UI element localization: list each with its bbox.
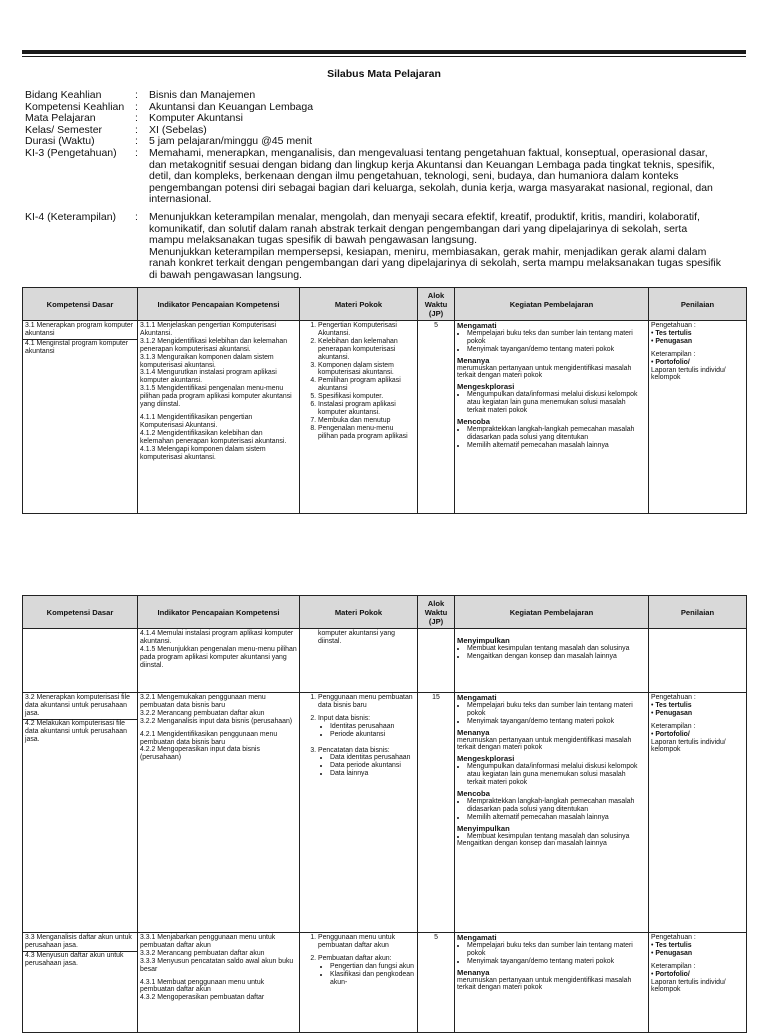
materi-cell: 1. Pengertian Komputerisasi Akuntansi. 2. Kelebihan dan kelemahan penerapan komputerisasi akuntansi. 3. Komponen dalam sistem komputerisasi akuntansi. 4. Pemilihan program aplikasi akuntansi 5. Spesifikasi komputer. 6. Instalasi program aplikasi komputer akuntansi. 7. Membuka dan menutup 8. Pengenalan menu-menu pilihan pada program aplikasi: [300, 321, 418, 514]
header-kegiatan: Kegiatan Pembelajaran: [455, 288, 649, 321]
kegiatan-cell: Menyimpulkan • Membuat kesimpulan tentang masalah dan solusinya • Mengaitkan dengan konsep dan masalah lainnya: [455, 629, 649, 693]
kd-cell: [23, 629, 138, 693]
kd-cell: 3.2 Menerapkan komputerisasi file data akuntansi untuk perusahaan jasa. 4.2 Melakukan komputerisasi file data akuntansi untuk perusahaan jasa.: [23, 693, 138, 933]
header-kegiatan: Kegiatan Pembelajaran: [455, 596, 649, 629]
kd-cell: 3.1 Menerapkan program komputer akuntansi 4.1 Menginstal program komputer akuntansi: [23, 321, 138, 514]
table-row: [23, 693, 747, 933]
syllabus-table-2: [22, 595, 747, 1033]
kegiatan-cell: Mengamati • Mempelajari buku teks dan sumber lain tentang materi pokok • Menyimak tayangan/demo tentang materi pokok Menanya merumuskan pertanyaan untuk mengidentifikasi masalah terkait dengan materi pokok Mengeskplorasi • Mengumpulkan data/informasi melalui diskusi kelompok atau kegiatan lain guna menemukan solusi masalah terkait materi pokok Mencoba • Mempraktekkan langkah-langkah pemecahan masalah didasarkan pada solusi yang ditentukan • Memilih alternatif pemecahan masalah lainnya: [455, 321, 649, 514]
materi-cell: 1. Penggunaan menu untuk pembuatan daftar akun 2. Pembuatan daftar akun: • Pengertian dan fungsi akun • Klasifikasi dan pengkodean akun-: [300, 933, 418, 1033]
header-rule-thin: [22, 56, 746, 57]
ipk-cell: 3.2.1 Mengemukakan penggunaan menu pembuatan data bisnis baru 3.2.2 Merancang pembuatan daftar akun 3.2.2 Menganalisis input data bisnis (perusahaan) 4.2.1 Mengidentifikasikan penggunaan menu pembuatan data bisnis baru 4.2.2 Mengoperasikan input data bisnis (perusahaan): [138, 693, 300, 933]
table-header-row: [23, 288, 747, 321]
kd-cell: 3.3 Menganalisis daftar akun untuk perusahaan jasa. 4.3 Menyusun daftar akun untuk perusahaan jasa.: [23, 933, 138, 1033]
table-row: [23, 321, 747, 514]
header-rule: [22, 50, 746, 54]
info-row: Kompetensi Keahlian : Akuntansi dan Keuangan Lembaga: [25, 100, 314, 113]
penilaian-cell: Pengetahuan : • Tes tertulis • Penugasan Keterampilan : • Portofolio/ Laporan tertulis individu/ kelompok: [649, 933, 747, 1033]
materi-cell: komputer akuntansi yang diinstal.: [300, 629, 418, 693]
alok-cell: 5: [418, 933, 455, 1033]
alok-cell: 5: [418, 321, 455, 514]
info-row: Kelas/ Semester : XI (Sebelas): [25, 123, 207, 136]
syllabus-table-1: [22, 287, 747, 514]
alok-cell: 15: [418, 693, 455, 933]
kegiatan-cell: Mengamati • Mempelajari buku teks dan sumber lain tentang materi pokok • Menyimak tayangan/demo tentang materi pokok Menanya merumuskan pertanyaan untuk mengidentifikasi masalah terkait dengan materi pokok: [455, 933, 649, 1033]
materi-cell: 1. Penggunaan menu pembuatan data bisnis baru 2. Input data bisnis: • Identitas perusahaan • Periode akuntansi 3. Pencatatan data bisnis: • Data identitas perusahaan • Data periode akuntansi • Data lainnya: [300, 693, 418, 933]
info-row: Durasi (Waktu) : 5 jam pelajaran/minggu @45 menit: [25, 135, 312, 148]
header-ipk: Indikator Pencapaian Kompetensi: [138, 288, 300, 321]
ipk-cell: 3.3.1 Menjabarkan penggunaan menu untuk pembuatan daftar akun 3.3.2 Merancang pembuatan daftar akun 3.3.3 Menyusun pencatatan saldo awal akun buku besar 4.3.1 Membuat penggunaan menu untuk pembuatan daftar akun 4.3.2 Mengoperasikan pembuatan daftar: [138, 933, 300, 1033]
ipk-cell: 4.1.4 Memulai instalasi program aplikasi komputer akuntansi. 4.1.5 Menunjukkan pengenalan menu-menu pilihan pada program aplikasi komputer akuntansi yang diinstal.: [138, 629, 300, 693]
info-row: Mata Pelajaran : Komputer Akuntansi: [25, 112, 243, 125]
info-row-ki4: KI-4 (Keterampilan) : Menunjukkan keterampilan menalar, mengolah, dan menyaji secara efektif, kreatif, produktif, kritis, mandiri, kolaboratif, komunikatif, dan solutif dalam ranah abstrak terkait dengan pengembangan dari yang dipelajarinya di sekolah, serta mampu melaksanakan tugas spesifik di bawah pengawasan langsung. Menunjukkan keterampilan mempersepsi, kesiapan, meniru, membiasakan, gerak mahir, menjadikan gerak alami dalam ranah konkret terkait dengan pengembangan dari yang dipelajarinya di sekolah, serta mampu melaksanakan tugas spesifik di bawah pengawasan langsung.: [25, 210, 722, 281]
header-kd: Kompetensi Dasar: [23, 596, 138, 629]
ipk-cell: 3.1.1 Menjelaskan pengertian Komputerisasi Akuntansi. 3.1.2 Mengidentifikasi kelebihan dan kelemahan penerapan komputerisasi akuntansi. 3.1.3 Menguraikan komponen dalam sistem komputerisasi akuntansi. 3.1.4 Mengurutkan instalasi program aplikasi komputer akuntansi. 3.1.5 Mengidentifikasi pengenalan menu-menu pilihan pada program aplikasi komputer akuntansi yang diinstal. 4.1.1 Mengidentifikasikan pengertian Komputerisasi Akuntansi. 4.1.2 Mengidentifikasikan kelebihan dan kelemahan penerapan komputerisasi akuntansi. 4.1.3 Melengapi komponen dalam sistem komputerisasi akuntansi.: [138, 321, 300, 514]
identity-block: [25, 90, 725, 282]
info-row-ki3: KI-3 (Pengetahuan) : Memahami, menerapkan, menganalisis, dan mengevaluasi tentang pengetahuan faktual, konseptual, operasional dasar, dan metakognitif sesuai dengan bidang dan lingkup kerja Akuntansi dan Keuangan Lembaga pada tingkat teknis, spesifik, detil, dan kompleks, berkenaan dengan ilmu pengetahuan, teknologi, seni, budaya, dan humaniora dalam konteks pengembangan potensi diri sebagai bagian dari keluarga, sekolah, dunia kerja, warga masyarakat nasional, regional, dan internasional.: [25, 146, 715, 206]
header-kd: Kompetensi Dasar: [23, 288, 138, 321]
header-penilaian: Penilaian: [649, 596, 747, 629]
document-title: Silabus Mata Pelajaran: [327, 68, 441, 80]
table-header-row: [23, 596, 747, 629]
table-row: [23, 629, 747, 693]
alok-cell: [418, 629, 455, 693]
header-materi: Materi Pokok: [300, 596, 418, 629]
header-ipk: Indikator Pencapaian Kompetensi: [138, 596, 300, 629]
kegiatan-cell: Mengamati • Mempelajari buku teks dan sumber lain tentang materi pokok • Menyimak tayangan/demo tentang materi pokok Menanya merumuskan pertanyaan untuk mengidentifikasi masalah terkait dengan materi pokok Mengeskplorasi • Mengumpulkan data/informasi melalui diskusi kelompok atau kegiatan lain guna menemukan solusi masalah terkait materi pokok Mencoba • Mempraktekkan langkah-langkah pemecahan masalah didasarkan pada solusi yang ditentukan • Memilih alternatif pemecahan masalah lainnya Menyimpulkan • Membuat kesimpulan tentang masalah dan solusinya Mengaitkan dengan konsep dan masalah lainnya: [455, 693, 649, 933]
penilaian-cell: Pengetahuan : • Tes tertulis • Penugasan Keterampilan : • Portofolio/ Laporan tertulis individu/ kelompok: [649, 321, 747, 514]
header-alok: Alok Waktu (JP): [418, 288, 455, 321]
header-alok: Alok Waktu (JP): [418, 596, 455, 629]
penilaian-cell: Pengetahuan : • Tes tertulis • Penugasan Keterampilan : • Portofolio/ Laporan tertulis individu/ kelompok: [649, 693, 747, 933]
penilaian-cell: [649, 629, 747, 693]
table-row: [23, 933, 747, 1033]
header-materi: Materi Pokok: [300, 288, 418, 321]
header-penilaian: Penilaian: [649, 288, 747, 321]
info-row: Bidang Keahlian : Bisnis dan Manajemen: [25, 89, 256, 101]
